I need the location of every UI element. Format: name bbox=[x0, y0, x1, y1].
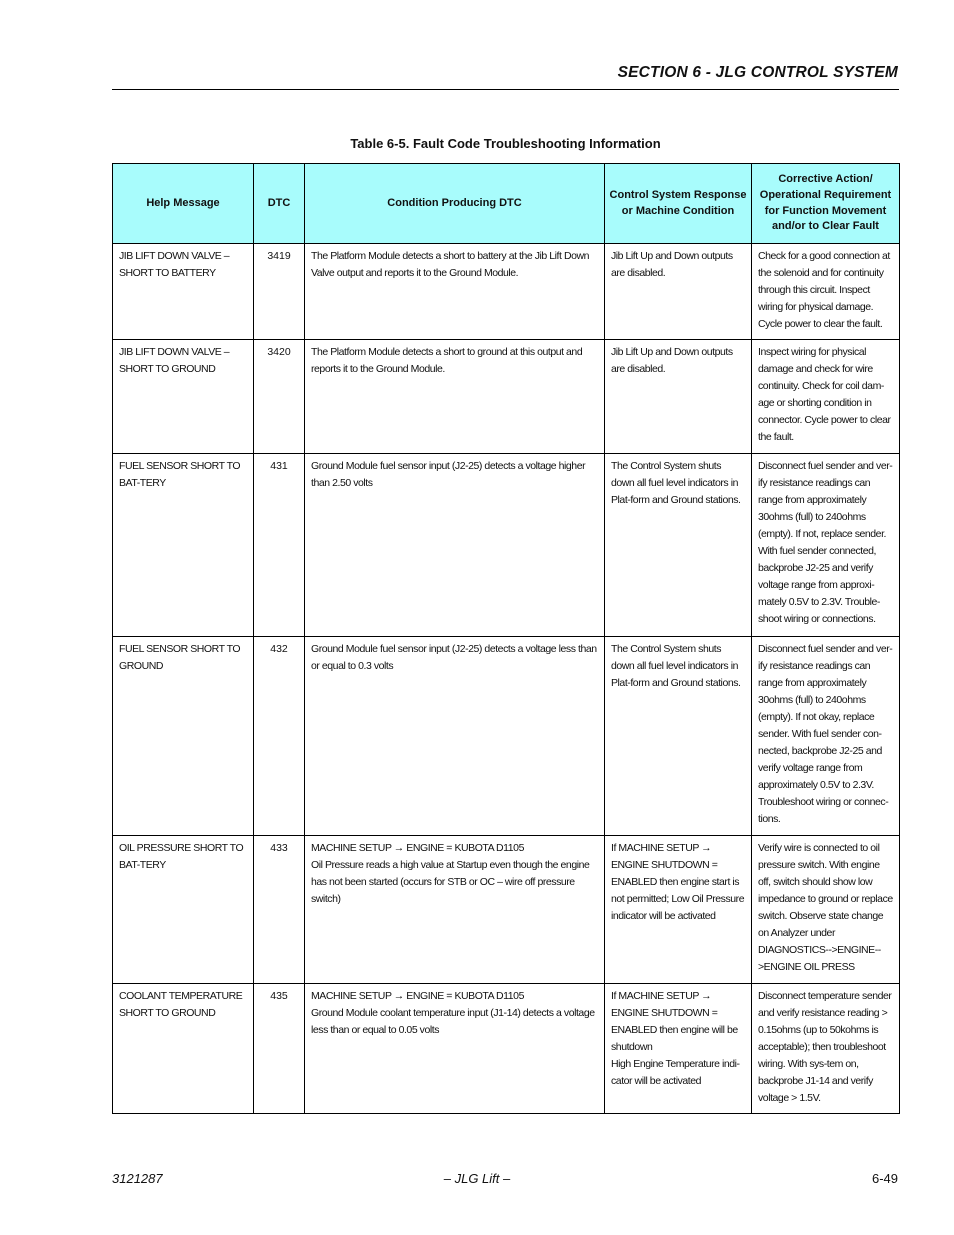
condition-cell: The Platform Module detects a short to ground at this output and reports it to the Ground Module. bbox=[305, 340, 605, 454]
table-caption: Table 6-5. Fault Code Troubleshooting Information bbox=[350, 136, 661, 151]
corrective-action-cell: Check for a good connection at the solenoid and for continuity through this circuit. Inspect wiring for physical damage. Cycle power to clear the fault. bbox=[752, 244, 900, 340]
column-header-condition: Condition Producing DTC bbox=[305, 164, 605, 244]
help-message-cell: OIL PRESSURE SHORT TO BAT-TERY bbox=[113, 836, 254, 984]
corrective-action-cell: Disconnect temperature sender and verify resistance reading > 0.15ohms (up to 50kohms is acceptable); then troubleshoot wiring. With sys-tem on, backprobe J1-14 and verify voltage > 1.5V. bbox=[752, 984, 900, 1114]
table-row bbox=[113, 637, 900, 836]
corrective-action-cell: Disconnect fuel sender and ver-ify resistance readings can range from approximately 30ohms (full) to 240ohms (empty). If not okay, replace sender. With fuel sender con-nected, backprobe J2-25 and verify voltage range from approximately 0.5V to 2.3V. Troubleshoot wiring or connec-tions. bbox=[752, 637, 900, 836]
condition-cell: The Platform Module detects a short to battery at the Jib Lift Down Valve output and reports it to the Ground Module. bbox=[305, 244, 605, 340]
response-cell: The Control System shuts down all fuel level indicators in Plat-form and Ground stations. bbox=[605, 637, 752, 836]
dtc-cell: 435 bbox=[254, 984, 305, 1114]
corrective-action-cell: Inspect wiring for physical damage and check for wire continuity. Check for coil dam-age or shorting condition in connector. Cycle power to clear the fault. bbox=[752, 340, 900, 454]
response-cell: If MACHINE SETUP → ENGINE SHUTDOWN = ENABLED then engine will be shutdown High Engine Temperature indi-cator will be activated bbox=[605, 984, 752, 1114]
corrective-action-cell: Verify wire is connected to oil pressure switch. With engine off, switch should show low impedance to ground or replace switch. Observe state change on Analyzer under DIAGNOSTICS-->ENGINE-->ENGINE OIL PRESS bbox=[752, 836, 900, 984]
condition-cell: MACHINE SETUP → ENGINE = KUBOTA D1105 Ground Module coolant temperature input (J1-14) detects a voltage less than or equal to 0.05 volts bbox=[305, 984, 605, 1114]
condition-cell: Ground Module fuel sensor input (J2-25) detects a voltage higher than 2.50 volts bbox=[305, 454, 605, 637]
section-title: SECTION 6 - JLG CONTROL SYSTEM bbox=[617, 64, 898, 81]
dtc-cell: 433 bbox=[254, 836, 305, 984]
condition-cell: MACHINE SETUP → ENGINE = KUBOTA D1105 Oil Pressure reads a high value at Startup even though the engine has not been started (occurs for STB or OC – wire off pressure switch) bbox=[305, 836, 605, 984]
table-row bbox=[113, 340, 900, 454]
dtc-cell: 3420 bbox=[254, 340, 305, 454]
page-number: 6-49 bbox=[871, 1171, 898, 1186]
help-message-cell: JIB LIFT DOWN VALVE – SHORT TO BATTERY bbox=[113, 244, 254, 340]
help-message-cell: COOLANT TEMPERATURE SHORT TO GROUND bbox=[113, 984, 254, 1114]
fault-code-table bbox=[112, 163, 900, 1114]
footer-brand: – JLG Lift – bbox=[443, 1171, 511, 1186]
condition-cell: Ground Module fuel sensor input (J2-25) detects a voltage less than or equal to 0.3 volts bbox=[305, 637, 605, 836]
dtc-cell: 3419 bbox=[254, 244, 305, 340]
column-header-help-message: Help Message bbox=[113, 164, 254, 244]
table-header-row bbox=[113, 164, 900, 244]
help-message-cell: JIB LIFT DOWN VALVE – SHORT TO GROUND bbox=[113, 340, 254, 454]
table-row bbox=[113, 836, 900, 984]
table-row bbox=[113, 244, 900, 340]
dtc-cell: 432 bbox=[254, 637, 305, 836]
response-cell: Jib Lift Up and Down outputs are disabled. bbox=[605, 340, 752, 454]
help-message-cell: FUEL SENSOR SHORT TO BAT-TERY bbox=[113, 454, 254, 637]
table-row bbox=[113, 984, 900, 1114]
column-header-dtc: DTC bbox=[254, 164, 305, 244]
column-header-corrective-action: Corrective Action/ Operational Requirement for Function Movement and/or to Clear Fault bbox=[752, 164, 900, 244]
table-row bbox=[113, 454, 900, 637]
response-cell: If MACHINE SETUP → ENGINE SHUTDOWN = ENABLED then engine start is not permitted; Low Oil Pressure indicator will be activated bbox=[605, 836, 752, 984]
document-number: 3121287 bbox=[112, 1171, 163, 1186]
response-cell: Jib Lift Up and Down outputs are disabled. bbox=[605, 244, 752, 340]
help-message-cell: FUEL SENSOR SHORT TO GROUND bbox=[113, 637, 254, 836]
column-header-response: Control System Response or Machine Condition bbox=[605, 164, 752, 244]
corrective-action-cell: Disconnect fuel sender and ver-ify resistance readings can range from approximately 30ohms (full) to 240ohms (empty). If not, replace sender. With fuel sender connected, backprobe J2-25 and verify voltage range from approxi-mately 0.5V to 2.3V. Trouble-shoot wiring or connections. bbox=[752, 454, 900, 637]
response-cell: The Control System shuts down all fuel level indicators in Plat-form and Ground stations. bbox=[605, 454, 752, 637]
dtc-cell: 431 bbox=[254, 454, 305, 637]
header-rule bbox=[112, 89, 899, 90]
